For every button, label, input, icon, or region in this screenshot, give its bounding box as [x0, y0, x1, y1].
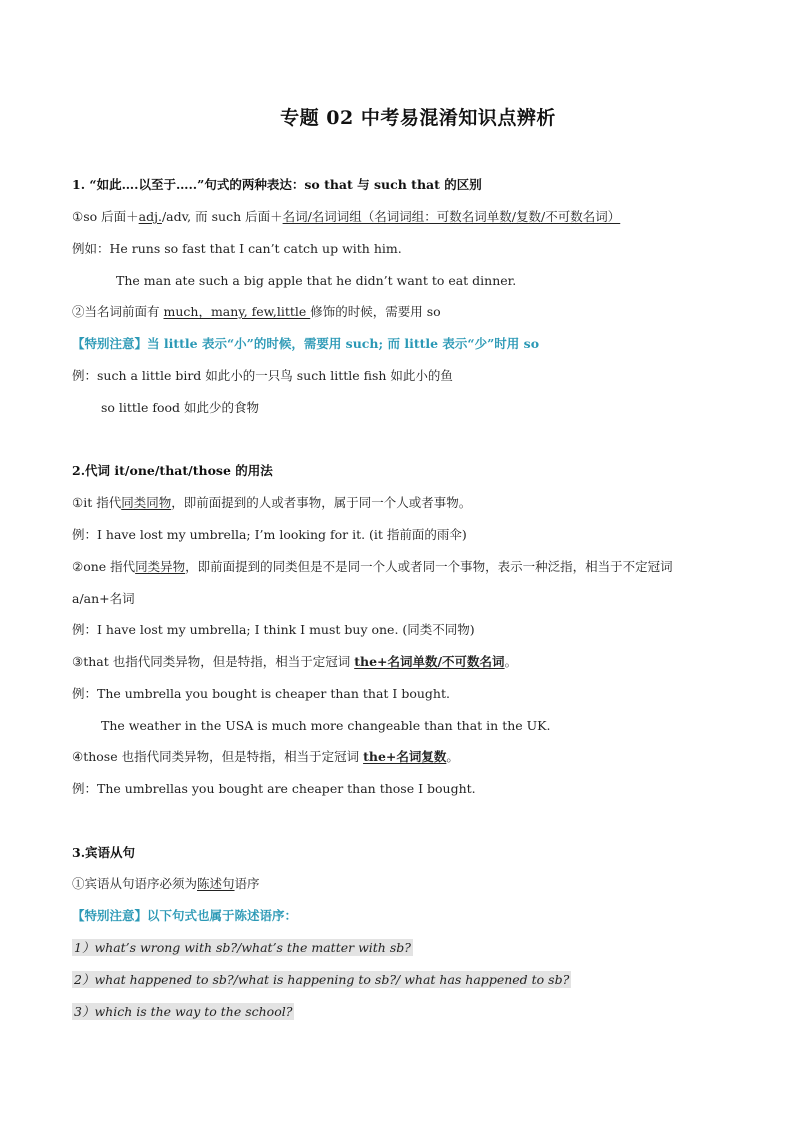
s1-rule-1 — [72, 209, 620, 225]
highlighted-text: 1）what’s wrong with sb?/what’s the matter with sb? — [74, 940, 411, 955]
underlined-text: the+名词复数 — [363, 749, 447, 764]
underlined-text: 同类异物 — [135, 559, 186, 574]
section-1-heading: 1. “如此….以至于…..”句式的两种表达：so that 与 such that 的区别 — [72, 177, 482, 192]
section-3-heading: 3.宾语从句 — [72, 845, 136, 860]
s3-item-2 — [72, 972, 571, 988]
underlined-text: 名词/名词词组（名词词组：可数名词单数/复数/不可数名词） — [282, 209, 621, 224]
s2-rule-1 — [72, 495, 471, 511]
s1-special-note: 【特别注意】当 little 表示“小”的时候，需要用 such; 而 little 表示“少”时用 so — [72, 336, 540, 351]
s3-item-3 — [72, 1004, 294, 1020]
underlined-text: adj. — [138, 209, 162, 224]
text: 语序 — [234, 876, 260, 891]
text: ①so 后面＋ — [72, 209, 139, 224]
text: ，即前面提到的人或者事物，属于同一个人或者事物。 — [171, 495, 472, 510]
s3-special-note: 【特别注意】以下句式也属于陈述语序： — [72, 908, 298, 923]
s3-rule-1 — [72, 876, 260, 892]
text: /adv, 而 such 后面＋ — [161, 209, 283, 224]
s1-rule-2 — [72, 304, 441, 320]
text: ②one 指代 — [72, 559, 136, 574]
s1-example-1: 例如：He runs so fast that I can’t catch up with him. — [72, 241, 402, 256]
text: ①it 指代 — [72, 495, 122, 510]
s2-example-4: The weather in the USA is much more changeable than that in the UK. — [101, 718, 551, 733]
text: ，即前面提到的同类但是不是同一个人或者同一个事物，表示一种泛指，相当于不定冠词 a/an+名词 — [72, 559, 673, 606]
text: ①宾语从句语序必须为 — [72, 876, 198, 891]
highlighted-text: 3）which is the way to the school? — [74, 1004, 293, 1019]
s2-rule-3 — [72, 654, 517, 670]
underlined-text: 同类同物 — [121, 495, 172, 510]
section-2-heading: 2.代词 it/one/that/those 的用法 — [72, 463, 273, 478]
s2-rule-4 — [72, 749, 459, 765]
s1-example-3: 例：such a little bird 如此小的一只鸟 such little fish 如此小的鱼 — [72, 368, 453, 383]
highlighted-text: 2）what happened to sb?/what is happening to sb?/ what has happened to sb? — [74, 972, 570, 987]
text: 修饰的时候，需要用 so — [310, 304, 441, 319]
s3-item-1 — [72, 940, 413, 956]
underlined-text: 陈述句 — [197, 876, 235, 891]
s1-example-4: so little food 如此少的食物 — [101, 400, 259, 415]
s2-example-5: 例：The umbrellas you bought are cheaper than those I bought. — [72, 781, 476, 796]
text: ③that 也指代同类异物，但是特指，相当于定冠词 — [72, 654, 355, 669]
s2-rule-2 — [72, 551, 724, 615]
underlined-text: the+名词单数/不可数名词 — [354, 654, 505, 669]
s2-example-3: 例：The umbrella you bought is cheaper than that I bought. — [72, 686, 450, 701]
text: ④those 也指代同类异物，但是特指，相当于定冠词 — [72, 749, 364, 764]
s1-example-2: The man ate such a big apple that he didn’t want to eat dinner. — [116, 273, 517, 288]
text: ②当名词前面有 — [72, 304, 164, 319]
text: 。 — [504, 654, 518, 669]
s2-example-1: 例：I have lost my umbrella; I’m looking for it. (it 指前面的雨伞) — [72, 527, 467, 542]
text: 。 — [446, 749, 459, 764]
underlined-text: much，many, few,little — [163, 304, 311, 319]
s2-example-2: 例：I have lost my umbrella; I think I must buy one. (同类不同物) — [72, 622, 475, 637]
page-title: 专题 02 中考易混淆知识点辨析 — [280, 107, 556, 129]
